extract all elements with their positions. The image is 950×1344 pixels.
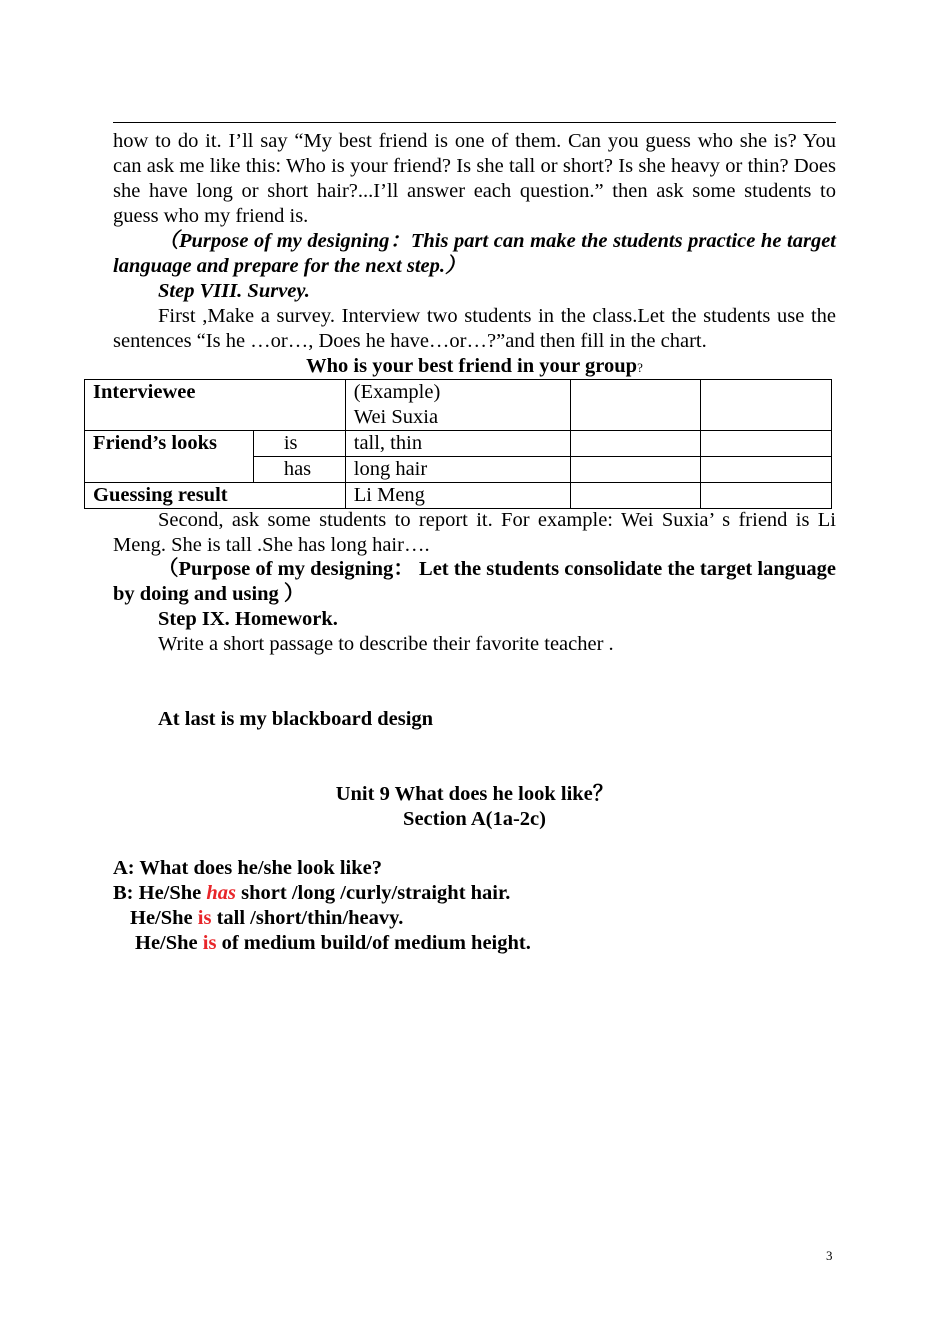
line-c-rest: tall /short/thin/heavy. xyxy=(216,907,404,929)
has-label: has xyxy=(253,457,345,483)
homework-text: Write a short passage to describe their favorite teacher . xyxy=(158,633,614,655)
result-value: Li Meng xyxy=(345,483,571,509)
blackboard-heading: At last is my blackboard design xyxy=(158,708,434,730)
blackboard-line-c xyxy=(130,906,853,931)
example-cell xyxy=(345,380,571,431)
has-value: long hair xyxy=(345,457,571,483)
result-label: Guessing result xyxy=(85,483,346,509)
empty-cell xyxy=(571,457,701,483)
interviewee-label: Interviewee xyxy=(85,380,346,431)
line-c-verb: is xyxy=(197,907,212,929)
page-number: 3 xyxy=(826,1248,833,1263)
line-c-prefix: He/She xyxy=(130,907,198,929)
line-d-rest: of medium build/of medium height. xyxy=(221,932,531,954)
example-name: Wei Suxia xyxy=(353,406,439,428)
blackboard-line-d xyxy=(135,931,858,956)
section-title: Section A(1a-2c) xyxy=(403,808,546,830)
line-d-verb: is xyxy=(202,932,217,954)
purpose-note-2: （Purpose of my designing： Let the students consolidate the target language by doing and using ） xyxy=(113,558,836,605)
unit-title: Unit 9 What does he look like？ xyxy=(335,783,614,805)
report-paragraph: Second, ask some students to report it. For example: Wei Suxia’ s friend is Li Meng. She is tall .She has long hair…. xyxy=(113,509,836,556)
empty-cell xyxy=(701,380,832,431)
header-rule xyxy=(113,122,836,123)
blackboard-line-a: A: What does he/she look like? xyxy=(113,857,383,879)
line-b-rest: short /long /curly/straight hair. xyxy=(241,882,511,904)
empty-cell xyxy=(701,431,832,457)
table-row xyxy=(85,380,832,431)
looks-label: Friend’s looks xyxy=(85,431,254,483)
intro-paragraph: how to do it. I’ll say “My best friend is one of them. Can you guess who she is? You can ask me like this: Who is your friend? Is she tall or short? Is she heavy or thin? Does she have long or short hair?...I’ll answer each question.” then ask some students to guess who my friend is. xyxy=(113,130,836,227)
survey-instructions: First ,Make a survey. Interview two students in the class.Let the students use the sentences “Is he …or…, Does he have…or…?”and then fill in the chart. xyxy=(113,305,836,352)
example-label: (Example) xyxy=(353,381,441,403)
empty-cell xyxy=(701,457,832,483)
blackboard-line-b xyxy=(113,881,836,906)
line-b-prefix: B: He/She xyxy=(113,882,207,904)
table-caption-text: Who is your best friend in your group xyxy=(306,355,638,377)
empty-cell xyxy=(571,483,701,509)
line-d-prefix: He/She xyxy=(135,932,203,954)
step9-heading: Step IX. Homework. xyxy=(158,608,338,630)
is-value: tall, thin xyxy=(345,431,571,457)
table-row xyxy=(85,431,832,457)
empty-cell xyxy=(701,483,832,509)
empty-cell xyxy=(571,431,701,457)
table-caption-mark: ? xyxy=(637,360,643,375)
table-caption xyxy=(113,354,836,380)
purpose-note-1: （Purpose of my designing：This part can make the students practice he target language and prepare for the next step.） xyxy=(113,230,836,277)
line-b-verb: has xyxy=(206,882,237,904)
table-row xyxy=(85,483,832,509)
survey-table xyxy=(84,379,832,509)
is-label: is xyxy=(253,431,345,457)
step8-heading: Step VIII. Survey. xyxy=(158,280,310,302)
empty-cell xyxy=(571,380,701,431)
